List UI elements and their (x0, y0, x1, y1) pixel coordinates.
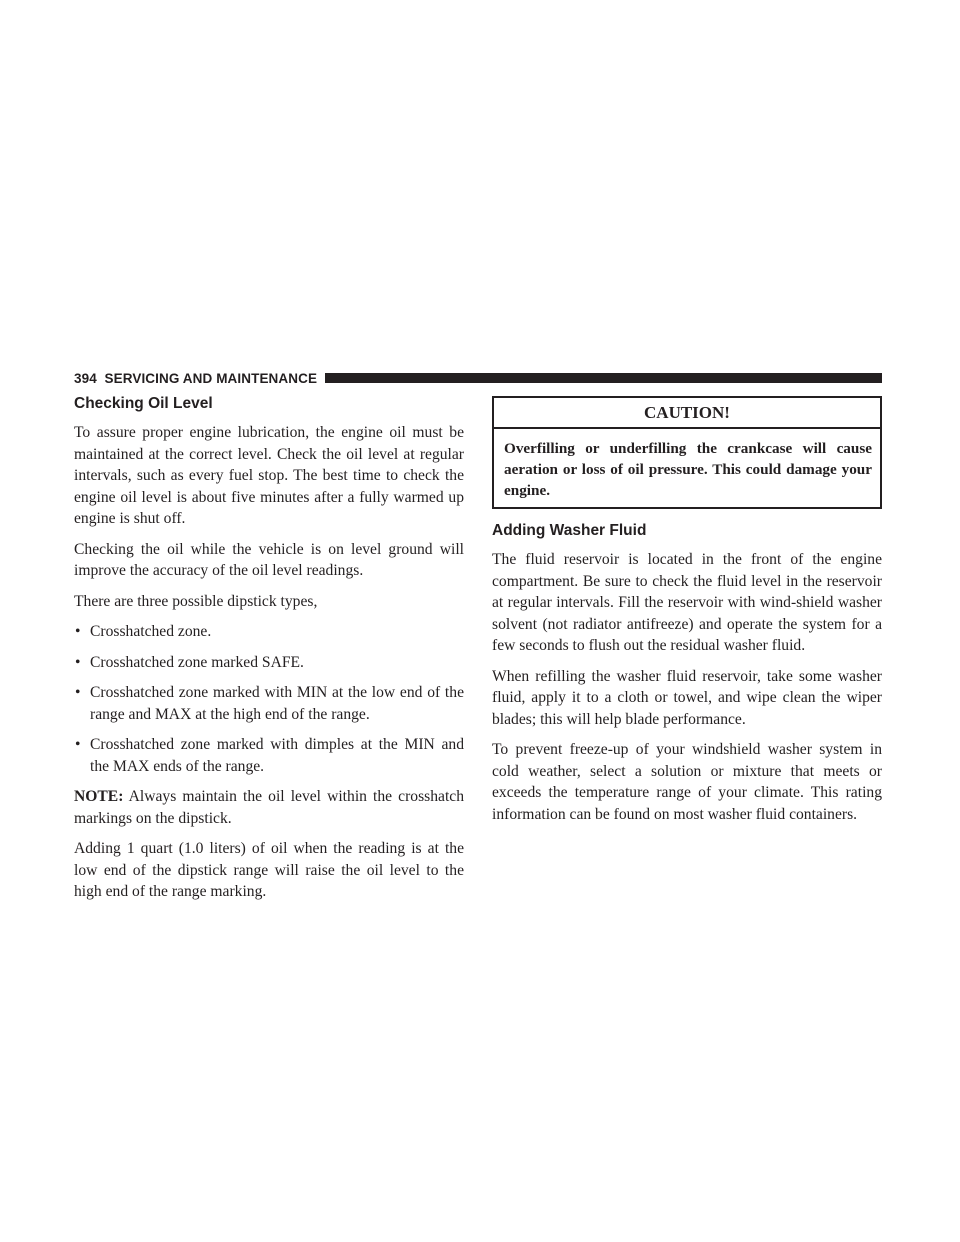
page-header-text (74, 371, 317, 386)
note-label: NOTE: (74, 788, 124, 805)
bullet-icon: • (75, 684, 81, 701)
right-column (492, 394, 882, 834)
list-item (74, 734, 464, 777)
paragraph-refilling: When refilling the washer fluid reservoir, take some washer fluid, apply it to a cloth or towel, and wipe clean the wiper blades; this will help blade performance. (492, 667, 882, 728)
caution-text: Overfilling or underfilling the crankcase will cause aeration or loss of oil pressure. This could damage your engine. (504, 440, 872, 499)
note-paragraph (74, 786, 464, 829)
list-item (74, 621, 464, 643)
bullet-icon: • (75, 736, 81, 753)
paragraph-adding-oil: Adding 1 quart (1.0 liters) of oil when the reading is at the low end of the dipstick range will raise the oil level to the high end of the range marking. (74, 840, 464, 900)
heading-adding-washer-fluid: Adding Washer Fluid (492, 522, 647, 539)
list-item (74, 682, 464, 725)
bullet-icon: • (75, 653, 81, 671)
note-text: Always maintain the oil level within the crosshatch markings on the dipstick. (74, 788, 464, 827)
paragraph-oil-intro: To assure proper engine lubrication, the engine oil must be maintained at the correct level. Check the oil level at regular intervals, such as every fuel stop. The best time to check the engine oil level is about five minutes after a fully warmed up engine is shut off. (74, 424, 464, 527)
page-number: 394 (74, 370, 97, 386)
caution-box (492, 396, 882, 509)
left-column (74, 394, 464, 912)
dipstick-type-list (74, 621, 464, 777)
heading-checking-oil-level: Checking Oil Level (74, 395, 213, 412)
list-item-text: Crosshatched zone marked SAFE. (90, 653, 304, 671)
header-rule (325, 373, 882, 383)
paragraph-level-ground: Checking the oil while the vehicle is on level ground will improve the accuracy of the oil level readings. (74, 540, 464, 579)
paragraph-reservoir-location: The fluid reservoir is located in the front of the engine compartment. Be sure to check the fluid level in the reservoir at regular intervals. Fill the reservoir with wind-shield washer solvent (not radiator antifreeze) and operate the system for a few seconds to flush out the residual washer fluid. (492, 551, 882, 654)
section-title: SERVICING AND MAINTENANCE (104, 370, 318, 386)
paragraph-dipstick-types: There are three possible dipstick types, (74, 592, 318, 610)
list-item-text: Crosshatched zone marked with dimples at the MIN and the MAX ends of the range. (90, 736, 464, 775)
list-item-text: Crosshatched zone marked with MIN at the low end of the range and MAX at the high end of the range. (90, 684, 464, 723)
caution-title: CAUTION! (494, 398, 880, 429)
paragraph-freeze-up: To prevent freeze-up of your windshield washer system in cold weather, select a solution or mixture that meets or exceeds the temperature range of your climate. This rating information can be found on most washer fluid containers. (492, 741, 882, 823)
bullet-icon: • (75, 623, 81, 640)
page-header (74, 370, 882, 386)
list-item-text: Crosshatched zone. (90, 623, 212, 640)
list-item (74, 652, 464, 674)
